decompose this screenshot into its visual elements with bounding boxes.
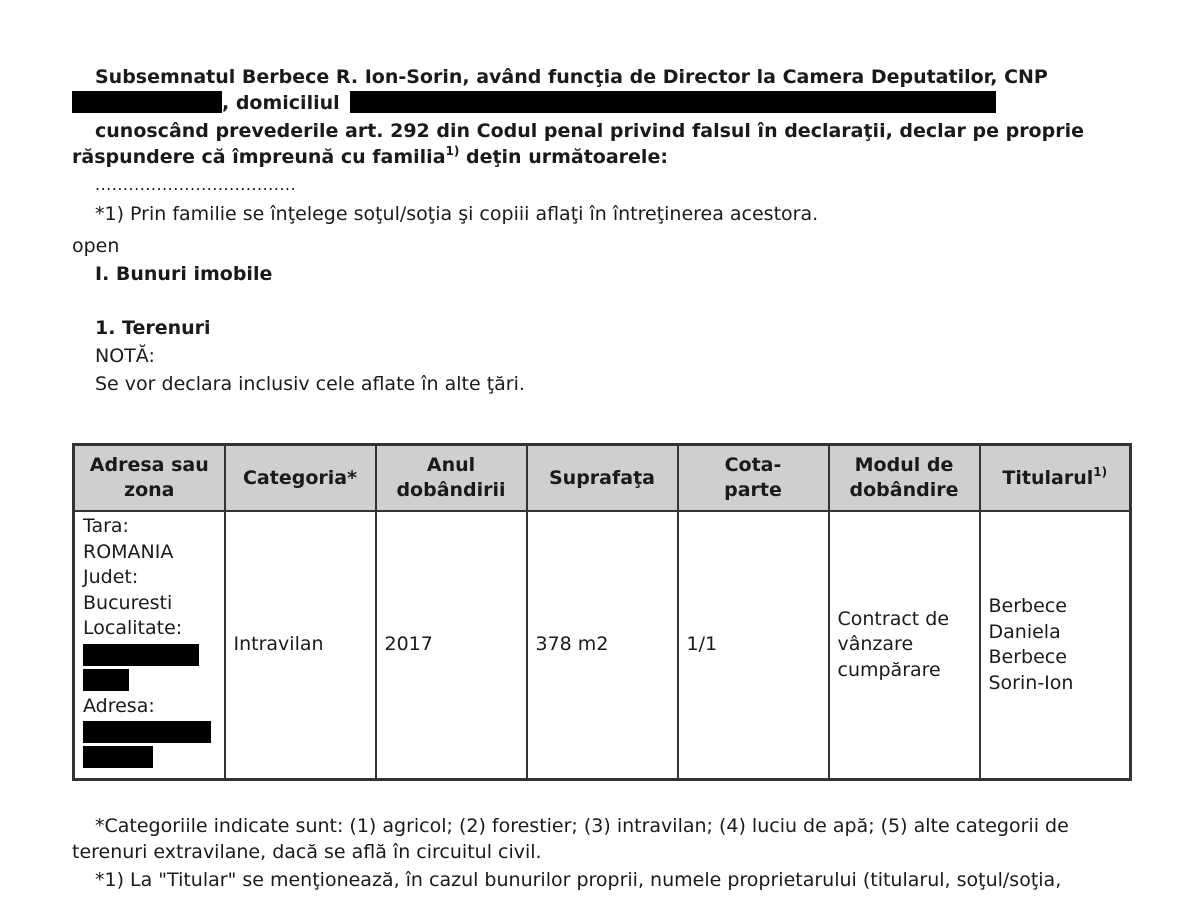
redacted-domicile — [350, 91, 996, 113]
cell-suprafata: 378 m2 — [527, 511, 678, 780]
cell-titularul: Berbece Daniela Berbece Sorin-Ion — [980, 511, 1131, 780]
subsection-title: 1. Terenuri — [95, 317, 211, 339]
header-titularul: Titularul$^{1)}$ — [980, 445, 1131, 512]
responsibility-text-a: răspundere că împreună cu familia — [72, 146, 446, 168]
cell-anul: 2017 — [376, 511, 527, 780]
land-table — [72, 443, 1132, 781]
header-cota: Cota- parte — [678, 445, 829, 512]
section-title: I. Bunuri imobile — [95, 263, 273, 285]
cell-categoria: Intravilan — [225, 511, 376, 780]
adresa-label: Adresa: — [83, 694, 155, 717]
redacted-cnp — [72, 91, 222, 113]
tara-label: Tara: — [83, 515, 129, 537]
domicile-label: , domiciliul — [222, 92, 340, 114]
declaration-intro-line: Subsemnatul Berbece R. Ion-Sorin, având funcţia de Director la Camera Deputatilor, CNP — [95, 66, 1048, 88]
table-row — [74, 511, 1131, 780]
judet-value: Bucuresti — [83, 591, 173, 614]
header-anul: Anul dobândirii — [376, 445, 527, 512]
table-header-row — [74, 445, 1131, 512]
cell-modul: Contract de vânzare cumpărare — [829, 511, 980, 780]
responsibility-text-b: deţin următoarele: — [459, 146, 668, 168]
redacted-adresa-1 — [83, 721, 211, 743]
footnote-ref: 1) — [445, 144, 460, 158]
redacted-adresa-2 — [83, 746, 153, 768]
cell-adresa — [74, 511, 225, 780]
nota-text: Se vor declara inclusiv cele aflate în alte ţări. — [95, 373, 525, 395]
header-categoria: Categoria* — [225, 445, 376, 512]
redacted-localitate-1 — [83, 644, 199, 666]
cnp-domicile-line — [72, 90, 996, 116]
header-adresa: Adresa sau zona — [74, 445, 225, 512]
localitate-label: Localitate: — [83, 617, 183, 639]
header-suprafata: Suprafaţa — [527, 445, 678, 512]
responsibility-line — [72, 144, 668, 170]
family-footnote: *1) Prin familie se înţelege soţul/soţia şi copiii aflaţi în întreţinerea acestora. — [95, 203, 819, 225]
tara-value: ROMANIA — [83, 540, 174, 563]
judet-label: Judet: — [83, 566, 139, 588]
open-word: open — [72, 235, 120, 257]
legal-awareness-line: cunoscând prevederile art. 292 din Codul penal privind falsul în declaraţii, declar pe proprie — [95, 120, 1084, 142]
categories-footnote-line-2: terenuri extravilane, dacă se află în circuitul civil. — [72, 841, 542, 863]
dotted-line: .................................... — [95, 175, 297, 194]
categories-footnote-line-1: *Categoriile indicate sunt: (1) agricol; (2) forestier; (3) intravilan; (4) luciu de apă; (5) alte categorii de — [95, 815, 1069, 837]
header-modul: Modul de dobândire — [829, 445, 980, 512]
titular-footnote-line-1: *1) La "Titular" se menţionează, în cazul bunurilor proprii, numele proprietarului (titularul, soţul/soţia, — [95, 869, 1062, 891]
nota-label: NOTĂ: — [95, 345, 155, 367]
redacted-localitate-2 — [83, 669, 129, 691]
cell-cota: 1/1 — [678, 511, 829, 780]
